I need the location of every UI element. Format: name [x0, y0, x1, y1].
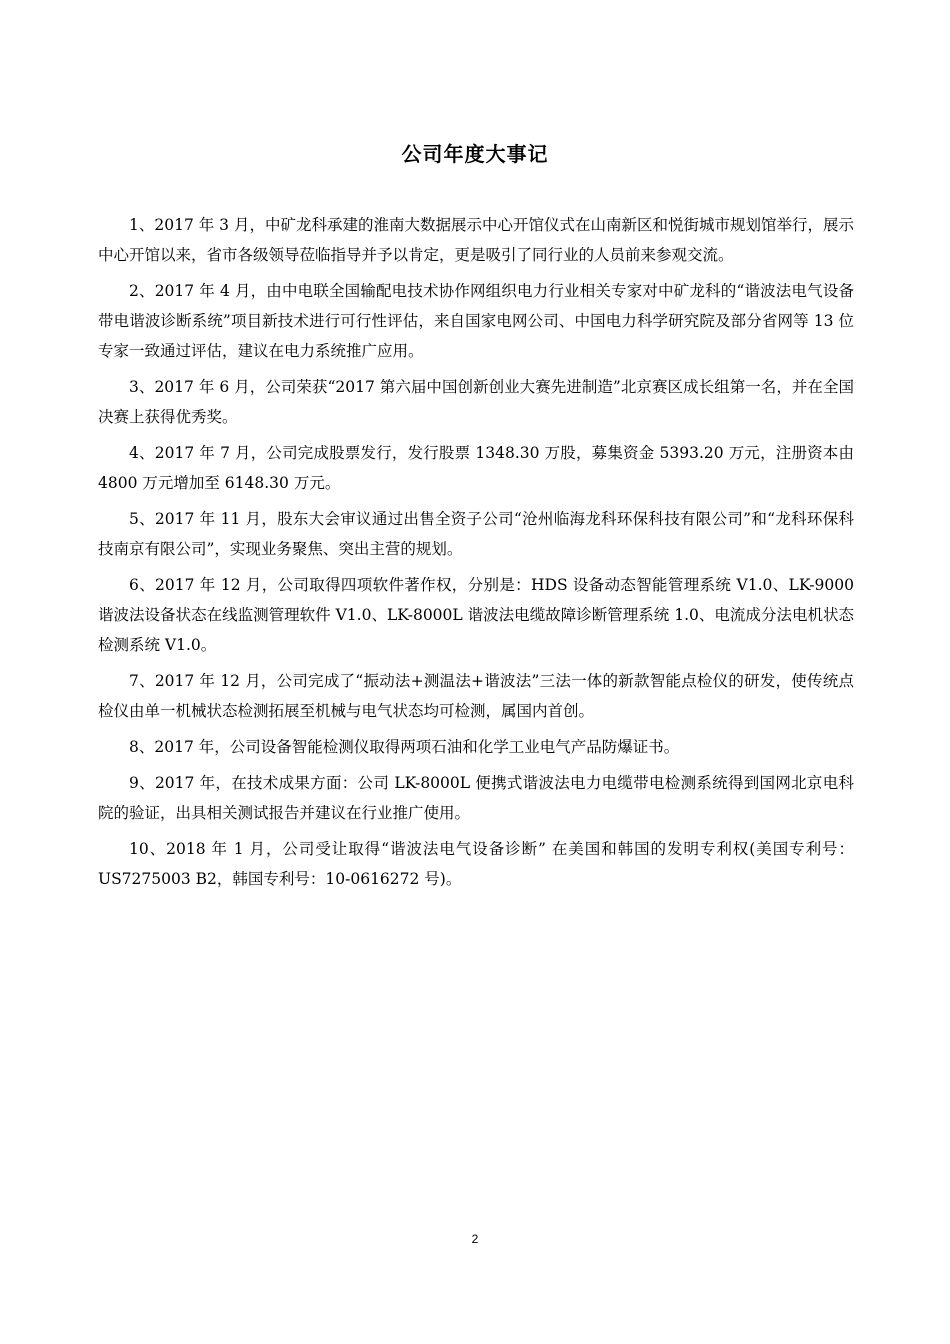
event-paragraph-6: 6、2017 年 12 月，公司取得四项软件著作权，分别是：HDS 设备动态智能管理系统 V1.0、LK-9000 谐波法设备状态在线监测管理软件 V1.0、LK-8000L 谐波法电缆故障诊断管理系统 1.0、电流成分法电机状态检测系统 V1.0。	[98, 576, 854, 654]
page-title: 公司年度大事记	[401, 142, 549, 166]
document-body	[98, 210, 854, 900]
event-paragraph-9: 9、2017 年，在技术成果方面：公司 LK-8000L 便携式谐波法电力电缆带电检测系统得到国网北京电科院的验证，出具相关测试报告并建议在行业推广使用。	[98, 774, 854, 822]
event-paragraph-4: 4、2017 年 7 月，公司完成股票发行，发行股票 1348.30 万股，募集资金 5393.20 万元，注册资本由 4800 万元增加至 6148.30 万元。	[98, 444, 854, 492]
event-paragraph-7: 7、2017 年 12 月，公司完成了“振动法+测温法+谐波法”三法一体的新款智能点检仪的研发，使传统点检仪由单一机械状态检测拓展至机械与电气状态均可检测，属国内首创。	[98, 672, 854, 720]
page-number: 2	[471, 1232, 479, 1246]
event-paragraph-10: 10、2018 年 1 月，公司受让取得“谐波法电气设备诊断” 在美国和韩国的发明专利权(美国专利号：US7275003 B2，韩国专利号：10-0616272 号)。	[98, 840, 854, 888]
event-paragraph-2: 2、2017 年 4 月，由中电联全国输配电技术协作网组织电力行业相关专家对中矿龙科的“谐波法电气设备带电谐波诊断系统”项目新技术进行可行性评估，来自国家电网公司、中国电力科学研究院及部分省网等 13 位专家一致通过评估，建议在电力系统推广应用。	[98, 282, 854, 360]
event-paragraph-8: 8、2017 年，公司设备智能检测仪取得两项石油和化学工业电气产品防爆证书。	[129, 738, 680, 756]
event-paragraph-3: 3、2017 年 6 月，公司荣获“2017 第六届中国创新创业大赛先进制造”北京赛区成长组第一名，并在全国决赛上获得优秀奖。	[98, 378, 854, 426]
event-paragraph-5: 5、2017 年 11 月，股东大会审议通过出售全资子公司“沧州临海龙科环保科技有限公司”和“龙科环保科技南京有限公司”，实现业务聚焦、突出主营的规划。	[98, 510, 854, 558]
event-paragraph-1: 1、2017 年 3 月，中矿龙科承建的淮南大数据展示中心开馆仪式在山南新区和悦街城市规划馆举行，展示中心开馆以来，省市各级领导莅临指导并予以肯定，更是吸引了同行业的人员前来参观交流。	[98, 216, 854, 264]
